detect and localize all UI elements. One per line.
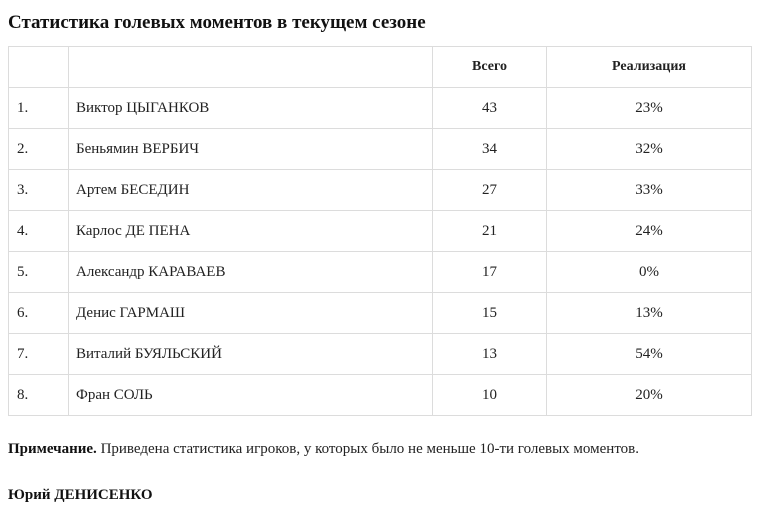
total-chances: 13 — [433, 334, 547, 375]
row-number: 6. — [9, 293, 69, 334]
total-chances: 21 — [433, 211, 547, 252]
table-row — [9, 334, 752, 375]
realization-percent: 23% — [547, 88, 752, 129]
total-chances: 27 — [433, 170, 547, 211]
player-name: Денис ГАРМАШ — [69, 293, 433, 334]
table-row — [9, 375, 752, 416]
note — [8, 438, 639, 460]
table-row — [9, 129, 752, 170]
player-name: Беньямин ВЕРБИЧ — [69, 129, 433, 170]
realization-percent: 0% — [547, 252, 752, 293]
realization-percent: 24% — [547, 211, 752, 252]
stats-table — [8, 46, 752, 416]
row-number: 1. — [9, 88, 69, 129]
realization-percent: 54% — [547, 334, 752, 375]
row-number: 8. — [9, 375, 69, 416]
table-row — [9, 252, 752, 293]
player-name: Виктор ЦЫГАНКОВ — [69, 88, 433, 129]
author: Юрий ДЕНИСЕНКО — [8, 487, 153, 503]
total-chances: 15 — [433, 293, 547, 334]
realization-percent: 33% — [547, 170, 752, 211]
total-chances: 17 — [433, 252, 547, 293]
player-name: Александр КАРАВАЕВ — [69, 252, 433, 293]
row-number: 5. — [9, 252, 69, 293]
realization-percent: 13% — [547, 293, 752, 334]
row-number: 4. — [9, 211, 69, 252]
player-name: Фран СОЛЬ — [69, 375, 433, 416]
table-row — [9, 211, 752, 252]
player-name: Артем БЕСЕДИН — [69, 170, 433, 211]
player-name: Виталий БУЯЛЬСКИЙ — [69, 334, 433, 375]
total-chances: 34 — [433, 129, 547, 170]
note-label: Примечание. — [8, 441, 97, 457]
header-total: Всего — [433, 47, 547, 88]
table-row — [9, 88, 752, 129]
header-player — [69, 47, 433, 88]
row-number: 7. — [9, 334, 69, 375]
table-row — [9, 170, 752, 211]
note-text: Приведена статистика игроков, у которых было не меньше 10-ти голевых моментов. — [96, 441, 640, 457]
page-title: Статистика голевых моментов в текущем сезоне — [8, 12, 426, 33]
realization-percent: 32% — [547, 129, 752, 170]
header-number — [9, 47, 69, 88]
total-chances: 10 — [433, 375, 547, 416]
row-number: 2. — [9, 129, 69, 170]
table-row — [9, 293, 752, 334]
table-header-row — [9, 47, 752, 88]
header-realization: Реализация — [547, 47, 752, 88]
player-name: Карлос ДЕ ПЕНА — [69, 211, 433, 252]
row-number: 3. — [9, 170, 69, 211]
realization-percent: 20% — [547, 375, 752, 416]
total-chances: 43 — [433, 88, 547, 129]
